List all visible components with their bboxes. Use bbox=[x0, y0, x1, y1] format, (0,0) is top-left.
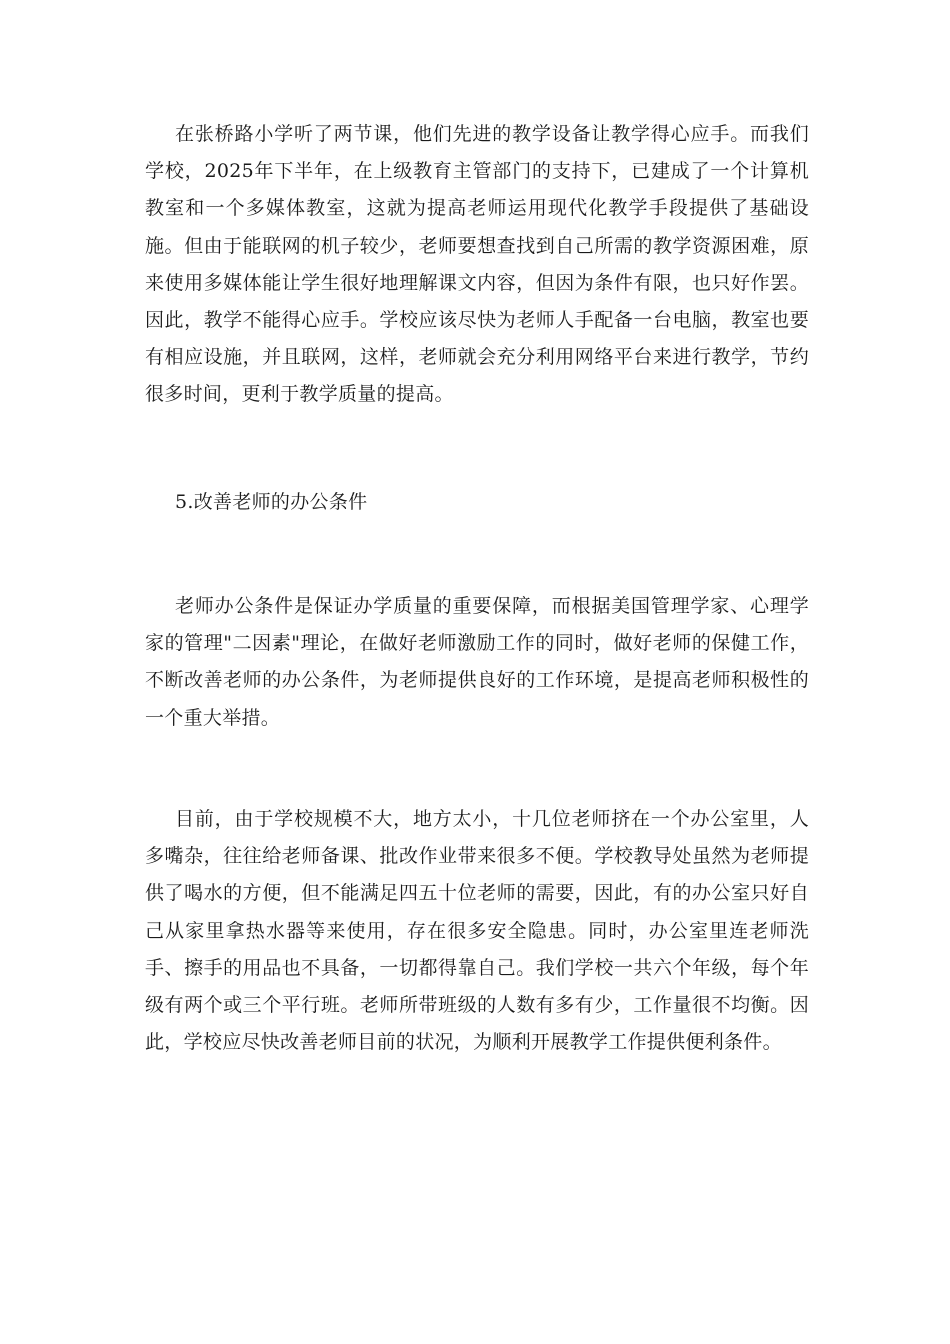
paragraph-teaching-equipment: 在张桥路小学听了两节课，他们先进的教学设备让教学得心应手。而我们学校，2025年下半年，在上级教育主管部门的支持下，已建成了一个计算机教室和一个多媒体教室，这就为提高老师运用现代化教学手段提供了基础设施。但由于能联网的机子较少，老师要想查找到自己所需的教学资源困难，原来使用多媒体能让学生很好地理解课文内容，但因为条件有限，也只好作罢。因此，教学不能得心应手。学校应该尽快为老师人手配备一台电脑，教室也要有相应设施，并且联网，这样，老师就会充分利用网络平台来进行教学，节约很多时间，更利于教学质量的提高。 bbox=[145, 123, 809, 406]
paragraph-current-situation: 目前，由于学校规模不大，地方太小，十几位老师挤在一个办公室里，人多嘴杂，往往给老师备课、批改作业带来很多不便。学校教导处虽然为老师提供了喝水的方便，但不能满足四五十位老师的需要，因此，有的办公室只好自己从家里拿热水器等来使用，存在很多安全隐患。同时，办公室里连老师洗手、擦手的用品也不具备，一切都得靠自己。我们学校一共六个年级，每个年级有两个或三个平行班。老师所带班级的人数有多有少，工作量很不均衡。因此，学校应尽快改善老师目前的状况，为顺利开展教学工作提供便利条件。 bbox=[145, 808, 809, 1054]
paragraph-office-conditions-theory: 老师办公条件是保证办学质量的重要保障，而根据美国管理学家、心理学家的管理"二因素"理论，在做好老师激励工作的同时，做好老师的保健工作，不断改善老师的办公条件，为老师提供良好的工作环境，是提高老师积极性的一个重大举措。 bbox=[145, 595, 809, 729]
section-heading-office-conditions: 5.改善老师的办公条件 bbox=[175, 491, 368, 513]
